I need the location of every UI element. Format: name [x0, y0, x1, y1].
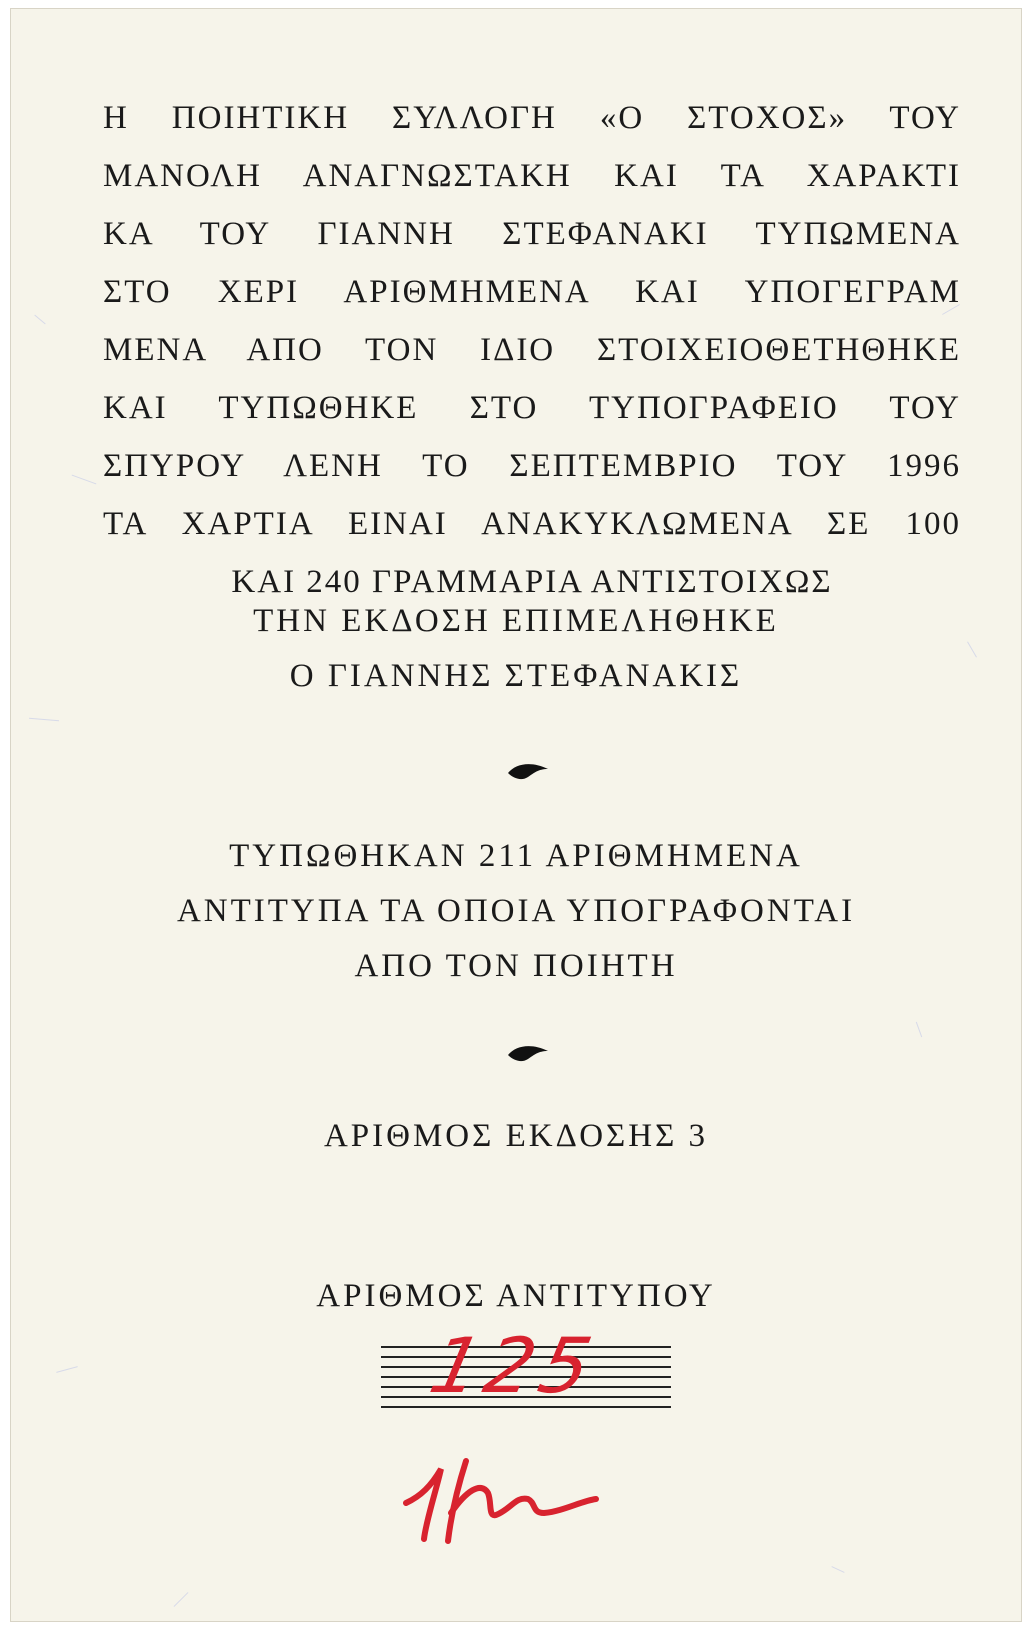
editor-line: ΤΗΝ ΕΚΔΟΣΗ ΕΠΙΜΕΛΗΘΗΚΕ: [253, 603, 779, 639]
colophon-line: ΣΤΟ ΧΕΡΙ ΑΡΙΘΜΗΜΕΝΑ ΚΑΙ ΥΠΟΓΕΓΡΑΜ: [103, 274, 961, 310]
colophon-line: ΚΑΙ ΤΥΠΩΘΗΚΕ ΣΤΟ ΤΥΠΟΓΡΑΦΕΙΟ ΤΟΥ: [103, 390, 961, 426]
paper-fiber: [56, 1366, 78, 1373]
colophon-line: ΤΑ ΧΑΡΤΙΑ ΕΙΝΑΙ ΑΝΑΚΥΚΛΩΜΕΝΑ ΣΕ 100: [103, 506, 961, 542]
colophon-line: ΚΑΙ 240 ΓΡΑΜΜΑΡΙΑ ΑΝΤΙΣΤΟΙΧΩΣ: [231, 564, 833, 600]
colophon-paragraph: [103, 89, 961, 611]
paper-fiber: [916, 1022, 922, 1037]
paper-fiber: [831, 1566, 844, 1573]
leaf-ornament: [506, 761, 550, 781]
leaf-ornament: [506, 1043, 550, 1063]
colophon-line: Η ΠΟΙΗΤΙΚΗ ΣΥΛΛΟΓΗ «Ο ΣΤΟΧΟΣ» ΤΟΥ: [103, 100, 961, 136]
print-run-line: ΑΝΤΙΤΥΠΑ ΤΑ ΟΠΟΙΑ ΥΠΟΓΡΑΦΟΝΤΑΙ: [176, 893, 856, 929]
paper-fiber: [34, 315, 45, 325]
print-run-line: ΤΥΠΩΘΗΚΑΝ 211 ΑΡΙΘΜΗΜΕΝΑ: [229, 838, 803, 874]
editor-credit: [11, 594, 1021, 704]
colophon-line: ΜΕΝΑ ΑΠΟ ΤΟΝ ΙΔΙΟ ΣΤΟΙΧΕΙΟΘΕΤΗΘΗΚΕ: [103, 332, 961, 368]
colophon-page: [10, 8, 1022, 1622]
print-run: [11, 829, 1021, 994]
paper-fiber: [174, 1592, 189, 1607]
copy-number-label: ΑΡΙΘΜΟΣ ΑΝΤΙΤΥΠΟΥ: [316, 1278, 716, 1314]
colophon-line: ΣΠΥΡΟΥ ΛΕΝΗ ΤΟ ΣΕΠΤΕΜΒΡΙΟ ΤΟΥ 1996: [103, 448, 961, 484]
paper-fiber: [29, 718, 59, 722]
copy-number: [11, 1269, 1021, 1324]
handwritten-copy-number: 125: [422, 1321, 605, 1410]
colophon-line: ΜΑΝΟΛΗ ΑΝΑΓΝΩΣΤΑΚΗ ΚΑΙ ΤΑ ΧΑΡΑΚΤΙ: [103, 158, 961, 194]
paper-fiber: [72, 475, 97, 485]
poet-signature: [396, 1441, 606, 1551]
edition-number-label: ΑΡΙΘΜΟΣ ΕΚΔΟΣΗΣ 3: [323, 1118, 709, 1154]
edition-number: [11, 1109, 1021, 1164]
editor-line: Ο ΓΙΑΝΝΗΣ ΣΤΕΦΑΝΑΚΙΣ: [289, 658, 743, 694]
colophon-line: ΚΑ ΤΟΥ ΓΙΑΝΝΗ ΣΤΕΦΑΝΑΚΙ ΤΥΠΩΜΕΝΑ: [103, 216, 961, 252]
print-run-line: ΑΠΟ ΤΟΝ ΠΟΙΗΤΗ: [354, 948, 678, 984]
